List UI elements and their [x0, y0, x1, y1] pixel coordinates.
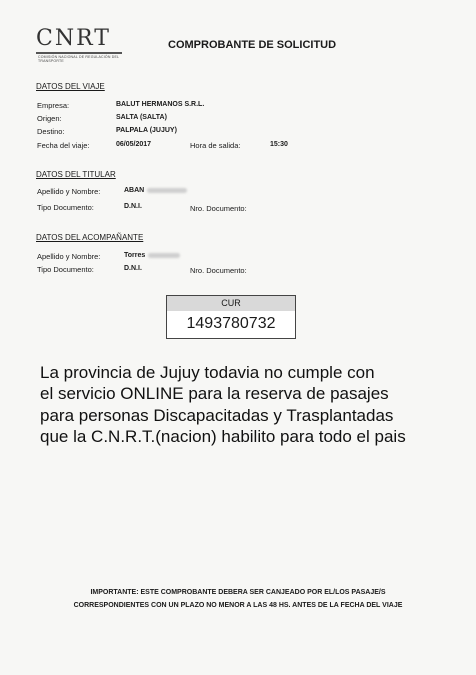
acomp-tipo-doc-label: Tipo Documento: — [37, 265, 94, 274]
message-line-1: La provincia de Jujuy todavia no cumple con — [40, 363, 375, 382]
section-title-acompanante: DATOS DEL ACOMPAÑANTE — [36, 233, 144, 242]
empresa-label: Empresa: — [37, 101, 70, 110]
origen-value: SALTA (SALTA) — [116, 114, 167, 121]
titular-nombre-value — [124, 187, 187, 194]
titular-nombre-text: ABAN — [124, 187, 145, 194]
redacted-name-blur — [147, 188, 187, 193]
titular-tipo-doc-label: Tipo Documento: — [37, 203, 94, 212]
section-title-viaje: DATOS DEL VIAJE — [36, 82, 105, 91]
document-title: COMPROBANTE DE SOLICITUD — [168, 39, 337, 51]
destino-value: PALPALA (JUJUY) — [116, 127, 177, 134]
logo-text: CNRT — [36, 26, 111, 51]
empresa-value: BALUT HERMANOS S.R.L. — [116, 101, 205, 108]
cur-label: CUR — [167, 296, 295, 311]
cur-box — [166, 295, 296, 339]
fecha-label: Fecha del viaje: — [37, 141, 90, 150]
acomp-nombre-value — [124, 252, 180, 259]
titular-tipo-doc-value: D.N.I. — [124, 203, 142, 210]
message-line-4: que la C.N.R.T.(nacion) habilito para todo el pais — [40, 427, 406, 446]
logo-subtitle: COMISIÓN NACIONAL DE REGULACIÓN DEL TRANSPORTE — [38, 55, 120, 63]
important-note-line-1: IMPORTANTE: ESTE COMPROBANTE DEBERA SER CANJEADO POR EL/LOS PASAJE/S — [90, 589, 386, 596]
acomp-nro-doc-label: Nro. Documento: — [190, 266, 247, 275]
important-note-line-2: CORRESPONDIENTES CON UN PLAZO NO MENOR A LAS 48 HS. ANTES DE LA FECHA DEL VIAJE — [73, 602, 403, 609]
section-title-titular: DATOS DEL TITULAR — [36, 170, 116, 179]
acomp-tipo-doc-value: D.N.I. — [124, 265, 142, 272]
acomp-nombre-label: Apellido y Nombre: — [37, 252, 101, 261]
destino-label: Destino: — [37, 127, 65, 136]
message-line-2: el servicio ONLINE para la reserva de pasajes — [40, 384, 389, 403]
cur-value: 1493780732 — [186, 315, 276, 332]
logo-rule — [36, 52, 122, 54]
titular-nombre-label: Apellido y Nombre: — [37, 187, 101, 196]
hora-value: 15:30 — [270, 141, 288, 148]
redacted-name-blur — [148, 253, 180, 258]
hora-label: Hora de salida: — [190, 141, 241, 150]
fecha-value: 06/05/2017 — [116, 141, 152, 148]
acomp-nombre-text: Torres — [124, 252, 146, 259]
cnrt-logo — [36, 28, 126, 64]
titular-nro-doc-label: Nro. Documento: — [190, 204, 247, 213]
origen-label: Origen: — [37, 114, 62, 123]
message-line-3: para personas Discapacitadas y Trasplantadas — [40, 406, 394, 425]
